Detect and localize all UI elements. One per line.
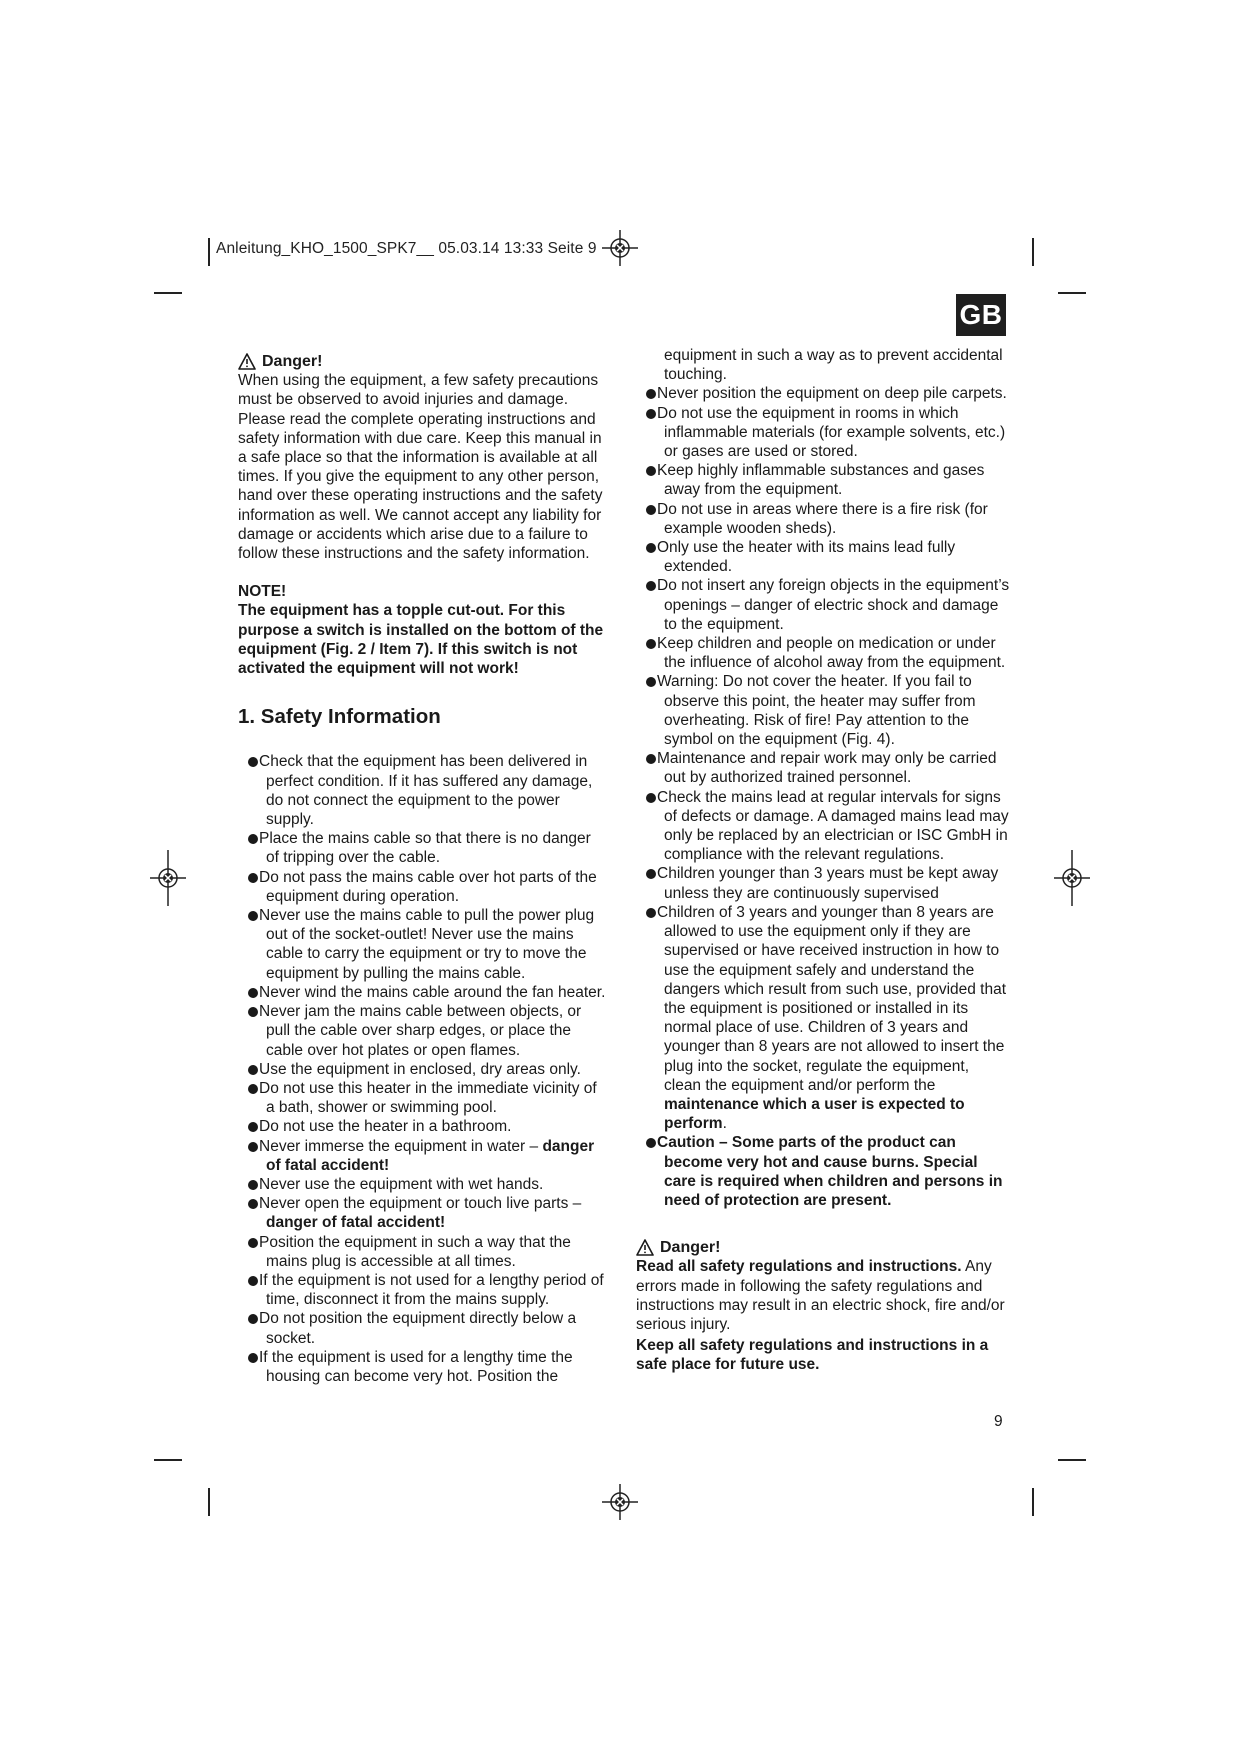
list-item: Keep children and people on medication or under the influence of alcohol away from the equipment.: [636, 634, 1010, 672]
caution-item: Caution – Some parts of the product can become very hot and cause burns. Special care is required when children and persons in need of protection are present.: [636, 1133, 1010, 1210]
bullet-dot-icon: [248, 1007, 258, 1017]
registration-mark-icon: [602, 1484, 638, 1520]
list-item: If the equipment is used for a lengthy time the housing can become very hot. Position the: [238, 1348, 606, 1386]
list-item: Never jam the mains cable between objects, or pull the cable over sharp edges, or place the cable over hot plates or open flames.: [238, 1002, 606, 1060]
danger-title: Danger!: [660, 1239, 721, 1257]
bullet-dot-icon: [646, 543, 656, 553]
bullet-dot-icon: [646, 754, 656, 764]
crop-mark: [154, 292, 182, 294]
bullet-dot-icon: [248, 988, 258, 998]
list-item: Never wind the mains cable around the fan heater.: [238, 983, 606, 1002]
language-badge: GB: [956, 294, 1006, 336]
bullet-dot-icon: [248, 1199, 258, 1209]
list-item: Never immerse the equipment in water – danger of fatal accident!: [238, 1137, 606, 1175]
danger-heading: [238, 352, 606, 371]
page-number: 9: [994, 1413, 1003, 1430]
bullet-dot-icon: [248, 1180, 258, 1190]
list-item: Do not use the equipment in rooms in which inflammable materials (for example solvents, etc.) or gases are used or stored.: [636, 404, 1010, 462]
safety-list: [636, 384, 1010, 1133]
bullet-dot-icon: [646, 389, 656, 399]
bullet-dot-icon: [248, 1122, 258, 1132]
crop-mark: [1032, 238, 1034, 266]
caution-list: [636, 1133, 1010, 1210]
safety-list: [238, 752, 606, 1386]
bullet-dot-icon: [646, 1138, 656, 1148]
note-title: NOTE!: [238, 583, 287, 601]
print-slug: Anleitung_KHO_1500_SPK7__ 05.03.14 13:33 Seite 9: [216, 240, 597, 257]
list-item: Maintenance and repair work may only be carried out by authorized trained personnel.: [636, 749, 1010, 787]
bullet-dot-icon: [248, 1065, 258, 1075]
list-item: Use the equipment in enclosed, dry areas only.: [238, 1060, 606, 1079]
list-item: Never use the equipment with wet hands.: [238, 1175, 606, 1194]
list-item: Never position the equipment on deep pile carpets.: [636, 384, 1010, 403]
registration-mark-icon: [602, 230, 638, 266]
bullet-dot-icon: [646, 677, 656, 687]
list-item: Do not use the heater in a bathroom.: [238, 1117, 606, 1136]
bullet-dot-icon: [646, 466, 656, 476]
list-item: Place the mains cable so that there is no danger of tripping over the cable.: [238, 829, 606, 867]
bullet-dot-icon: [248, 1276, 258, 1286]
danger-paragraph: When using the equipment, a few safety precautions must be observed to avoid injuries and damage. Please read the complete operating instructions and safety information with due care. Keep this manual in a safe place so that the information is available at all times. If you give the equipment to any other person, hand over these operating instructions and the safety information as well. We cannot accept any liability for damage or accidents which arise due to a failure to follow these instructions and the safety information.: [238, 372, 603, 563]
list-item: Never use the mains cable to pull the power plug out of the socket-outlet! Never use the mains cable to carry the equipment or try to move the equipment by pulling the mains cable.: [238, 906, 606, 983]
list-item: Children of 3 years and younger than 8 years are allowed to use the equipment only if they are supervised or have received instruction in how to use the equipment safely and understand the dangers which result from such use, provided that the equipment is positioned or installed in its normal place of use. Children of 3 years and younger than 8 years are not allowed to insert the plug into the socket, regulate the equipment, clean the equipment and/or perform the maintenance which a user is expected to perform.: [636, 903, 1010, 1133]
warning-triangle-icon: [238, 353, 256, 370]
warning-triangle-icon: [636, 1239, 654, 1256]
list-item: If the equipment is not used for a lengthy period of time, disconnect it from the mains supply.: [238, 1271, 606, 1309]
right-column: [636, 346, 1010, 1375]
crop-mark: [154, 1459, 182, 1461]
bullet-dot-icon: [646, 869, 656, 879]
danger-heading: [636, 1238, 1010, 1257]
crop-mark: [1058, 1459, 1086, 1461]
list-item: Keep highly inflammable substances and gases away from the equipment.: [636, 461, 1010, 499]
crop-mark: [1058, 292, 1086, 294]
bullet-dot-icon: [248, 1084, 258, 1094]
list-item-continuation: equipment in such a way as to prevent accidental touching.: [664, 347, 1003, 384]
bullet-dot-icon: [248, 1142, 258, 1152]
bullet-dot-icon: [646, 639, 656, 649]
list-item: Check the mains lead at regular intervals for signs of defects or damage. A damaged mains lead may only be replaced by an electrician or ISC GmbH in compliance with the relevant regulations.: [636, 788, 1010, 865]
list-item: Warning: Do not cover the heater. If you fail to observe this point, the heater may suffer from overheating. Risk of fire! Pay attention to the symbol on the equipment (Fig. 4).: [636, 672, 1010, 749]
bullet-dot-icon: [248, 1353, 258, 1363]
bullet-dot-icon: [646, 581, 656, 591]
note-paragraph: The equipment has a topple cut-out. For this purpose a switch is installed on the bottom of the equipment (Fig. 2 / Item 7). If this switch is not activated the equipment will not work!: [238, 602, 604, 678]
bullet-dot-icon: [646, 409, 656, 419]
bullet-dot-icon: [248, 911, 258, 921]
crop-mark: [1032, 1488, 1034, 1516]
registration-mark-icon: [1054, 850, 1090, 906]
crop-mark: [208, 1488, 210, 1516]
bullet-dot-icon: [646, 505, 656, 515]
crop-mark: [208, 238, 210, 266]
bullet-dot-icon: [646, 908, 656, 918]
list-item: Only use the heater with its mains lead fully extended.: [636, 538, 1010, 576]
list-item: Check that the equipment has been delivered in perfect condition. If it has suffered any damage, do not connect the equipment to the power supply.: [238, 752, 606, 829]
list-item: Do not position the equipment directly below a socket.: [238, 1309, 606, 1347]
bullet-dot-icon: [248, 834, 258, 844]
list-item: Do not insert any foreign objects in the equipment’s openings – danger of electric shock and damage to the equipment.: [636, 576, 1010, 634]
bullet-dot-icon: [248, 757, 258, 767]
list-item: Do not use this heater in the immediate vicinity of a bath, shower or swimming pool.: [238, 1079, 606, 1117]
list-item: Never open the equipment or touch live parts – danger of fatal accident!: [238, 1194, 606, 1232]
bullet-dot-icon: [248, 1314, 258, 1324]
bullet-dot-icon: [248, 1238, 258, 1248]
keep-instructions: Keep all safety regulations and instructions in a safe place for future use.: [636, 1337, 989, 1374]
left-column: [238, 352, 606, 1386]
list-item: Do not use in areas where there is a fire risk (for example wooden sheds).: [636, 500, 1010, 538]
bullet-dot-icon: [248, 873, 258, 883]
list-item: Position the equipment in such a way that the mains plug is accessible at all times.: [238, 1233, 606, 1271]
registration-mark-icon: [150, 850, 186, 906]
danger-paragraph: Read all safety regulations and instructions. Any errors made in following the safety regulations and instructions may result in an electric shock, fire and/or serious injury.: [636, 1258, 1005, 1333]
list-item: Do not pass the mains cable over hot parts of the equipment during operation.: [238, 868, 606, 906]
section-title: 1. Safety Information: [238, 705, 441, 729]
list-item: Children younger than 3 years must be kept away unless they are continuously supervised: [636, 864, 1010, 902]
danger-title: Danger!: [262, 353, 323, 370]
bullet-dot-icon: [646, 793, 656, 803]
